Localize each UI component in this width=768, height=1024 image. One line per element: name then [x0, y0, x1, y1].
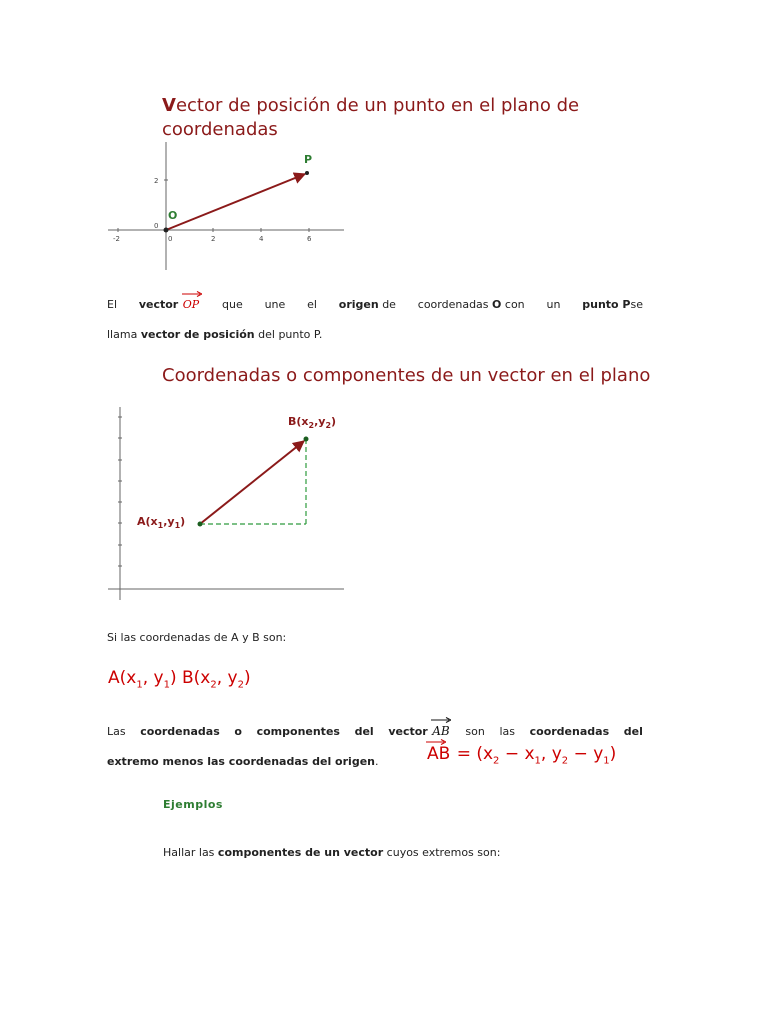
x-tick-label: -2 [113, 235, 120, 243]
paragraph-example-prompt: Hallar las componentes de un vector cuyos extremos son: [163, 846, 501, 859]
vector-components-graph [100, 405, 350, 601]
point-b-label: $B(x_2,y_2)$ [288, 415, 337, 430]
formula-points-a-b: $A(x_1$, $y_1$) $B(x_2$, $y_2$) [108, 668, 251, 691]
point-b [304, 437, 309, 442]
vector-op-notation: OP [182, 298, 200, 311]
y-tick-label: 0 [154, 222, 159, 230]
x-tick-label: 6 [307, 235, 312, 243]
x-tick-label: 2 [211, 235, 216, 243]
paragraph-coordinates-intro: Si las coordenadas de A y B son: [107, 631, 287, 644]
point-p-label: P [304, 153, 313, 166]
vector-ab-symbol: AB [426, 744, 451, 764]
x-tick-label: 4 [259, 235, 264, 243]
paragraph-components-definition-line2: extremo menos las coordenadas del origen. [107, 755, 379, 768]
paragraph-components-definition-line1: Las coordenadas o componentes del vector AB son las coordenadas del [107, 724, 643, 738]
formula-vector-ab-components: AB = ($x_2 - x_1$, $y_2 - y_1$) [426, 744, 616, 766]
paragraph-position-vector-line2: llama vector de posición del punto P. [107, 328, 323, 341]
point-p [305, 171, 309, 175]
x-tick-label: 0 [168, 235, 173, 243]
position-vector-graph [100, 140, 350, 272]
vector-ab-arrow [200, 441, 304, 524]
y-tick-label: 2 [154, 177, 159, 185]
position-vector-arrow [166, 174, 305, 230]
point-a-label: $A(x_1,y_1)$ [137, 515, 186, 530]
vector-ab-notation: AB [431, 724, 450, 738]
paragraph-position-vector-line1: El vector OP que une el origen de coordenadas O con un punto Pse [107, 298, 643, 311]
section-title-position-vector: Vector de posición de un punto en el plano de coordenadas [162, 95, 580, 140]
examples-heading: Ejemplos [163, 798, 223, 811]
origin-point [164, 228, 169, 233]
origin-label: O [168, 209, 178, 222]
section-title-vector-components: Coordenadas o componentes de un vector en el plano [162, 365, 651, 386]
point-a [198, 522, 203, 527]
